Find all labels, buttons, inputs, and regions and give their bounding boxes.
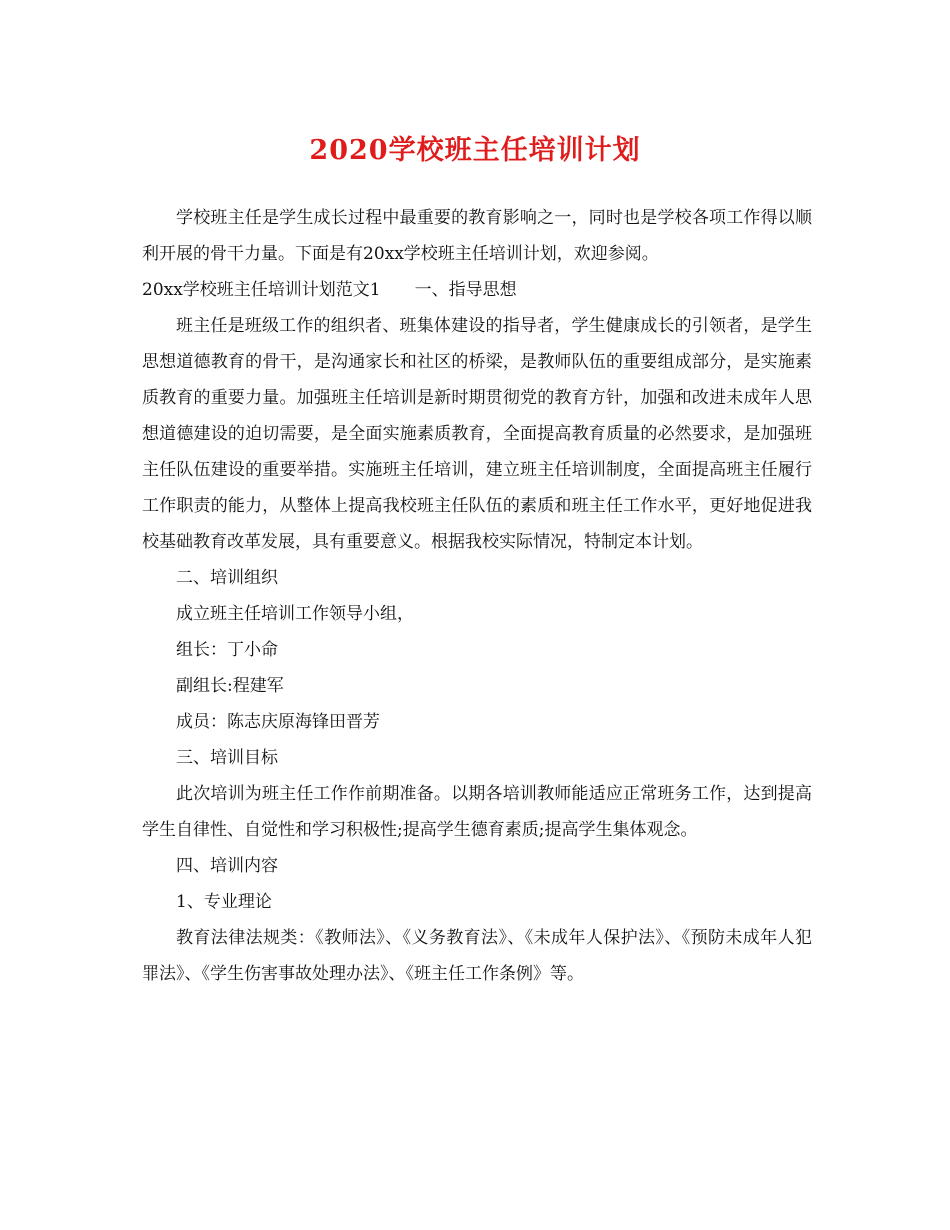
deputy-leader-line: 副组长:程建军 <box>176 676 284 696</box>
page-title: 2020学校班主任培训计划 <box>309 135 641 166</box>
sample-heading: 20xx学校班主任培训计划范文1 一、指导思想 <box>142 280 517 300</box>
intro-paragraph: 学校班主任是学生成长过程中最重要的教育影响之一，同时也是学校各项工作得以顺利开展的骨干力量。下面是有20xx学校班主任培训计划，欢迎参阅。 <box>142 208 812 264</box>
members-line: 成员：陈志庆原海锋田晋芳 <box>176 712 380 732</box>
leader-line: 组长：丁小命 <box>176 640 278 660</box>
laws-paragraph: 教育法律法规类：《教师法》、《义务教育法》、《未成年人保护法》、《预防未成年人犯罪法》、《学生伤害事故处理办法》、《班主任工作条例》等。 <box>142 928 812 984</box>
goals-paragraph: 此次培训为班主任工作作前期准备。以期各培训教师能适应正常班务工作，达到提高学生自律性、自觉性和学习积极性;提高学生德育素质;提高学生集体观念。 <box>142 784 812 840</box>
organization-intro: 成立班主任培训工作领导小组， <box>176 604 414 624</box>
section-heading-goals: 三、培训目标 <box>176 748 278 768</box>
guiding-ideology-paragraph: 班主任是班级工作的组织者、班集体建设的指导者，学生健康成长的引领者，是学生思想道德教育的骨干，是沟通家长和社区的桥梁，是教师队伍的重要组成部分，是实施素质教育的重要力量。加强班主任培训是新时期贯彻党的教育方针，加强和改进未成年人思想道德建设的迫切需要，是全面实施素质教育，全面提高教育质量的必然要求，是加强班主任队伍建设的重要举措。实施班主任培训，建立班主任培训制度，全面提高班主任履行工作职责的能力，从整体上提高我校班主任队伍的素质和班主任工作水平，更好地促进我校基础教育改革发展，具有重要意义。根据我校实际情况，特制定本计划。 <box>142 316 812 552</box>
subsection-heading-theory: 1、专业理论 <box>176 892 272 912</box>
document-body <box>142 200 812 992</box>
section-heading-organization: 二、培训组织 <box>176 568 278 588</box>
section-heading-content: 四、培训内容 <box>176 856 278 876</box>
